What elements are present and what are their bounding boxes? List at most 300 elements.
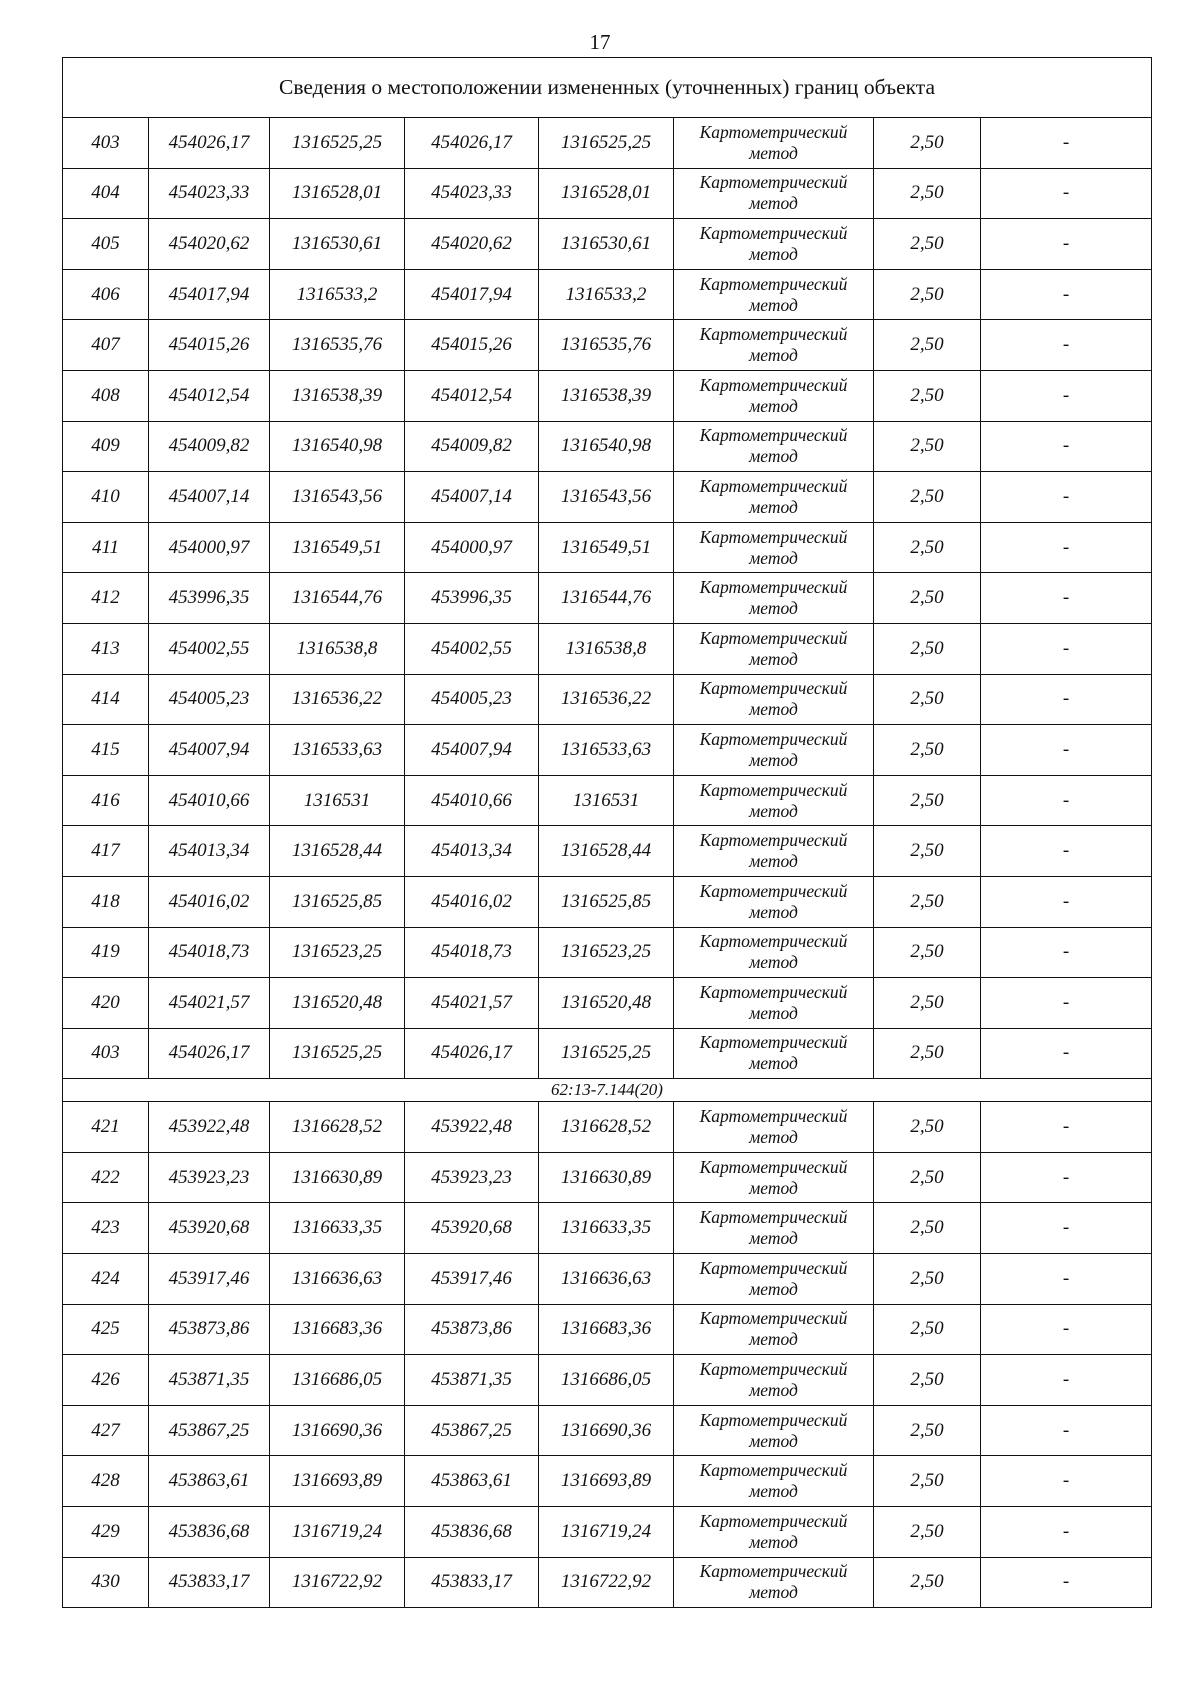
method-line-1: Картометрический	[699, 678, 848, 699]
accuracy-cell: 2,50	[874, 1557, 981, 1608]
y-existing-cell: 1316523,25	[270, 927, 405, 978]
method-line-2: метод	[749, 1228, 798, 1249]
method-line-2: метод	[749, 952, 798, 973]
method-line-1: Картометрический	[699, 1359, 848, 1380]
table-row	[63, 826, 1152, 877]
method-line-1: Картометрический	[699, 1409, 848, 1430]
method-line-1: Картометрический	[699, 172, 848, 193]
method-line-2: метод	[749, 243, 798, 264]
x-existing-cell: 454013,34	[149, 826, 270, 877]
point-number-cell: 415	[63, 725, 149, 776]
y-existing-cell: 1316531	[270, 775, 405, 826]
table-row	[63, 775, 1152, 826]
point-number-cell: 408	[63, 370, 149, 421]
x-existing-cell: 454005,23	[149, 674, 270, 725]
accuracy-cell: 2,50	[874, 1507, 981, 1558]
point-number-cell: 414	[63, 674, 149, 725]
y-existing-cell: 1316538,39	[270, 370, 405, 421]
x-existing-cell: 453996,35	[149, 573, 270, 624]
method-line-2: метод	[749, 1481, 798, 1502]
table-row	[63, 1254, 1152, 1305]
point-number-cell: 430	[63, 1557, 149, 1608]
method-line-1: Картометрический	[699, 324, 848, 345]
y-refined-cell: 1316636,63	[539, 1254, 674, 1305]
accuracy-cell: 2,50	[874, 1456, 981, 1507]
accuracy-cell: 2,50	[874, 775, 981, 826]
y-existing-cell: 1316628,52	[270, 1102, 405, 1153]
note-cell: -	[981, 927, 1152, 978]
point-number-cell: 427	[63, 1405, 149, 1456]
method-cell	[674, 1456, 874, 1507]
y-existing-cell: 1316525,25	[270, 118, 405, 169]
table-row	[63, 421, 1152, 472]
y-existing-cell: 1316528,01	[270, 168, 405, 219]
note-cell: -	[981, 219, 1152, 270]
point-number-cell: 413	[63, 623, 149, 674]
method-line-1: Картометрический	[699, 374, 848, 395]
method-cell	[674, 1254, 874, 1305]
y-refined-cell: 1316722,92	[539, 1557, 674, 1608]
method-line-2: метод	[749, 294, 798, 315]
point-number-cell: 419	[63, 927, 149, 978]
table-row	[63, 269, 1152, 320]
y-refined-cell: 1316533,63	[539, 725, 674, 776]
method-cell	[674, 118, 874, 169]
x-refined-cell: 453836,68	[405, 1507, 539, 1558]
method-line-1: Картометрический	[699, 475, 848, 496]
method-line-2: метод	[749, 1531, 798, 1552]
method-line-2: метод	[749, 1127, 798, 1148]
x-existing-cell: 454002,55	[149, 623, 270, 674]
y-existing-cell: 1316633,35	[270, 1203, 405, 1254]
x-refined-cell: 454015,26	[405, 320, 539, 371]
method-cell	[674, 1152, 874, 1203]
y-refined-cell: 1316520,48	[539, 978, 674, 1029]
method-cell	[674, 320, 874, 371]
y-existing-cell: 1316533,2	[270, 269, 405, 320]
y-refined-cell: 1316525,85	[539, 876, 674, 927]
method-line-2: метод	[749, 1002, 798, 1023]
method-line-2: метод	[749, 1430, 798, 1451]
accuracy-cell: 2,50	[874, 1102, 981, 1153]
accuracy-cell: 2,50	[874, 269, 981, 320]
method-cell	[674, 472, 874, 523]
note-cell: -	[981, 978, 1152, 1029]
table-row	[63, 725, 1152, 776]
note-cell: -	[981, 1304, 1152, 1355]
accuracy-cell: 2,50	[874, 573, 981, 624]
method-line-1: Картометрический	[699, 981, 848, 1002]
point-number-cell: 416	[63, 775, 149, 826]
x-existing-cell: 454016,02	[149, 876, 270, 927]
point-number-cell: 409	[63, 421, 149, 472]
boundary-table-container	[62, 57, 1151, 1608]
x-existing-cell: 453833,17	[149, 1557, 270, 1608]
x-existing-cell: 453871,35	[149, 1355, 270, 1406]
x-refined-cell: 454012,54	[405, 370, 539, 421]
method-line-1: Картометрический	[699, 931, 848, 952]
point-number-cell: 411	[63, 522, 149, 573]
point-number-cell: 406	[63, 269, 149, 320]
accuracy-cell: 2,50	[874, 876, 981, 927]
y-refined-cell: 1316540,98	[539, 421, 674, 472]
y-refined-cell: 1316538,8	[539, 623, 674, 674]
point-number-cell: 426	[63, 1355, 149, 1406]
y-refined-cell: 1316533,2	[539, 269, 674, 320]
x-refined-cell: 454000,97	[405, 522, 539, 573]
point-number-cell: 403	[63, 118, 149, 169]
method-line-1: Картометрический	[699, 1207, 848, 1228]
x-existing-cell: 454021,57	[149, 978, 270, 1029]
accuracy-cell: 2,50	[874, 826, 981, 877]
accuracy-cell: 2,50	[874, 472, 981, 523]
y-existing-cell: 1316530,61	[270, 219, 405, 270]
method-cell	[674, 1557, 874, 1608]
method-cell	[674, 674, 874, 725]
method-line-2: метод	[749, 496, 798, 517]
method-cell	[674, 1102, 874, 1153]
accuracy-cell: 2,50	[874, 725, 981, 776]
x-refined-cell: 453863,61	[405, 1456, 539, 1507]
method-line-2: метод	[749, 648, 798, 669]
point-number-cell: 405	[63, 219, 149, 270]
y-existing-cell: 1316536,22	[270, 674, 405, 725]
accuracy-cell: 2,50	[874, 674, 981, 725]
y-refined-cell: 1316528,44	[539, 826, 674, 877]
method-line-1: Картометрический	[699, 728, 848, 749]
table-row	[63, 1355, 1152, 1406]
x-refined-cell: 454010,66	[405, 775, 539, 826]
x-refined-cell: 454026,17	[405, 1028, 539, 1079]
method-line-1: Картометрический	[699, 627, 848, 648]
note-cell: -	[981, 775, 1152, 826]
point-number-cell: 420	[63, 978, 149, 1029]
x-existing-cell: 454015,26	[149, 320, 270, 371]
y-existing-cell: 1316528,44	[270, 826, 405, 877]
x-refined-cell: 454021,57	[405, 978, 539, 1029]
y-existing-cell: 1316525,25	[270, 1028, 405, 1079]
y-refined-cell: 1316531	[539, 775, 674, 826]
point-number-cell: 417	[63, 826, 149, 877]
y-refined-cell: 1316549,51	[539, 522, 674, 573]
method-line-1: Картометрический	[699, 1257, 848, 1278]
table-row	[63, 674, 1152, 725]
table-row	[63, 472, 1152, 523]
method-line-2: метод	[749, 699, 798, 720]
y-existing-cell: 1316533,63	[270, 725, 405, 776]
accuracy-cell: 2,50	[874, 370, 981, 421]
y-refined-cell: 1316630,89	[539, 1152, 674, 1203]
table-row	[63, 168, 1152, 219]
x-existing-cell: 454018,73	[149, 927, 270, 978]
point-number-cell: 424	[63, 1254, 149, 1305]
x-existing-cell: 454023,33	[149, 168, 270, 219]
note-cell: -	[981, 118, 1152, 169]
table-row	[63, 876, 1152, 927]
method-cell	[674, 1028, 874, 1079]
note-cell: -	[981, 168, 1152, 219]
note-cell: -	[981, 370, 1152, 421]
method-cell	[674, 623, 874, 674]
point-number-cell: 412	[63, 573, 149, 624]
y-refined-cell: 1316525,25	[539, 118, 674, 169]
table-row	[63, 573, 1152, 624]
note-cell: -	[981, 876, 1152, 927]
method-line-1: Картометрический	[699, 1308, 848, 1329]
x-existing-cell: 454007,14	[149, 472, 270, 523]
y-refined-cell: 1316530,61	[539, 219, 674, 270]
accuracy-cell: 2,50	[874, 623, 981, 674]
x-refined-cell: 453996,35	[405, 573, 539, 624]
y-existing-cell: 1316543,56	[270, 472, 405, 523]
x-refined-cell: 453920,68	[405, 1203, 539, 1254]
y-existing-cell: 1316630,89	[270, 1152, 405, 1203]
method-line-2: метод	[749, 1329, 798, 1350]
point-number-cell: 429	[63, 1507, 149, 1558]
table-row	[63, 118, 1152, 169]
y-existing-cell: 1316719,24	[270, 1507, 405, 1558]
table-row	[63, 1152, 1152, 1203]
note-cell: -	[981, 269, 1152, 320]
note-cell: -	[981, 1355, 1152, 1406]
table-row	[63, 1405, 1152, 1456]
x-existing-cell: 453923,23	[149, 1152, 270, 1203]
y-existing-cell: 1316549,51	[270, 522, 405, 573]
note-cell: -	[981, 1028, 1152, 1079]
method-cell	[674, 168, 874, 219]
y-refined-cell: 1316523,25	[539, 927, 674, 978]
x-refined-cell: 454007,94	[405, 725, 539, 776]
note-cell: -	[981, 725, 1152, 776]
method-line-1: Картометрический	[699, 779, 848, 800]
method-line-2: метод	[749, 446, 798, 467]
y-refined-cell: 1316536,22	[539, 674, 674, 725]
y-existing-cell: 1316520,48	[270, 978, 405, 1029]
method-line-2: метод	[749, 1380, 798, 1401]
x-existing-cell: 453873,86	[149, 1304, 270, 1355]
accuracy-cell: 2,50	[874, 1405, 981, 1456]
point-number-cell: 410	[63, 472, 149, 523]
x-refined-cell: 453917,46	[405, 1254, 539, 1305]
method-line-2: метод	[749, 851, 798, 872]
method-cell	[674, 725, 874, 776]
method-line-2: метод	[749, 1177, 798, 1198]
accuracy-cell: 2,50	[874, 522, 981, 573]
y-existing-cell: 1316535,76	[270, 320, 405, 371]
x-refined-cell: 454007,14	[405, 472, 539, 523]
y-refined-cell: 1316538,39	[539, 370, 674, 421]
y-existing-cell: 1316544,76	[270, 573, 405, 624]
y-existing-cell: 1316693,89	[270, 1456, 405, 1507]
method-cell	[674, 269, 874, 320]
method-cell	[674, 522, 874, 573]
note-cell: -	[981, 826, 1152, 877]
method-line-2: метод	[749, 395, 798, 416]
point-number-cell: 425	[63, 1304, 149, 1355]
x-existing-cell: 453836,68	[149, 1507, 270, 1558]
x-existing-cell: 454012,54	[149, 370, 270, 421]
method-cell	[674, 1405, 874, 1456]
accuracy-cell: 2,50	[874, 168, 981, 219]
method-line-2: метод	[749, 749, 798, 770]
y-refined-cell: 1316525,25	[539, 1028, 674, 1079]
accuracy-cell: 2,50	[874, 1304, 981, 1355]
x-existing-cell: 454007,94	[149, 725, 270, 776]
y-existing-cell: 1316683,36	[270, 1304, 405, 1355]
note-cell: -	[981, 1405, 1152, 1456]
method-cell	[674, 370, 874, 421]
table-row	[63, 1304, 1152, 1355]
page-number: 17	[589, 30, 611, 54]
method-line-1: Картометрический	[699, 121, 848, 142]
note-cell: -	[981, 421, 1152, 472]
point-number-cell: 421	[63, 1102, 149, 1153]
point-number-cell: 418	[63, 876, 149, 927]
table-row	[63, 1557, 1152, 1608]
accuracy-cell: 2,50	[874, 1355, 981, 1406]
x-existing-cell: 453922,48	[149, 1102, 270, 1153]
table-row	[63, 623, 1152, 674]
boundary-coordinates-table	[62, 57, 1152, 1608]
table-row	[63, 370, 1152, 421]
x-refined-cell: 453873,86	[405, 1304, 539, 1355]
method-line-1: Картометрический	[699, 830, 848, 851]
method-line-2: метод	[749, 193, 798, 214]
note-cell: -	[981, 1557, 1152, 1608]
method-line-1: Картометрический	[699, 1156, 848, 1177]
x-refined-cell: 454016,02	[405, 876, 539, 927]
note-cell: -	[981, 623, 1152, 674]
x-existing-cell: 454026,17	[149, 1028, 270, 1079]
x-existing-cell: 453867,25	[149, 1405, 270, 1456]
method-cell	[674, 927, 874, 978]
table-body	[63, 58, 1152, 1608]
method-cell	[674, 775, 874, 826]
note-cell: -	[981, 1152, 1152, 1203]
method-cell	[674, 876, 874, 927]
method-line-2: метод	[749, 901, 798, 922]
method-line-1: Картометрический	[699, 1510, 848, 1531]
x-existing-cell: 454020,62	[149, 219, 270, 270]
accuracy-cell: 2,50	[874, 1254, 981, 1305]
y-refined-cell: 1316690,36	[539, 1405, 674, 1456]
x-refined-cell: 453922,48	[405, 1102, 539, 1153]
y-refined-cell: 1316719,24	[539, 1507, 674, 1558]
table-row	[63, 1203, 1152, 1254]
method-cell	[674, 573, 874, 624]
x-existing-cell: 454026,17	[149, 118, 270, 169]
note-cell: -	[981, 472, 1152, 523]
y-refined-cell: 1316686,05	[539, 1355, 674, 1406]
method-line-2: метод	[749, 345, 798, 366]
x-refined-cell: 454017,94	[405, 269, 539, 320]
method-line-1: Картометрический	[699, 577, 848, 598]
method-line-2: метод	[749, 1053, 798, 1074]
x-refined-cell: 454002,55	[405, 623, 539, 674]
y-refined-cell: 1316683,36	[539, 1304, 674, 1355]
x-refined-cell: 454018,73	[405, 927, 539, 978]
y-existing-cell: 1316540,98	[270, 421, 405, 472]
note-cell: -	[981, 1507, 1152, 1558]
accuracy-cell: 2,50	[874, 1203, 981, 1254]
method-cell	[674, 826, 874, 877]
table-row	[63, 1456, 1152, 1507]
method-line-2: метод	[749, 547, 798, 568]
note-cell: -	[981, 573, 1152, 624]
method-line-2: метод	[749, 1582, 798, 1603]
x-refined-cell: 453923,23	[405, 1152, 539, 1203]
method-cell	[674, 1304, 874, 1355]
table-title-row	[63, 58, 1152, 118]
method-cell	[674, 978, 874, 1029]
method-line-2: метод	[749, 142, 798, 163]
x-refined-cell: 454020,62	[405, 219, 539, 270]
table-row	[63, 1102, 1152, 1153]
method-line-2: метод	[749, 598, 798, 619]
table-title: Сведения о местоположении измененных (уточненных) границ объекта	[63, 58, 1152, 118]
x-existing-cell: 453920,68	[149, 1203, 270, 1254]
note-cell: -	[981, 522, 1152, 573]
table-row	[63, 978, 1152, 1029]
y-existing-cell: 1316525,85	[270, 876, 405, 927]
accuracy-cell: 2,50	[874, 421, 981, 472]
method-line-1: Картометрический	[699, 526, 848, 547]
method-cell	[674, 1203, 874, 1254]
table-row	[63, 320, 1152, 371]
accuracy-cell: 2,50	[874, 219, 981, 270]
accuracy-cell: 2,50	[874, 1152, 981, 1203]
point-number-cell: 422	[63, 1152, 149, 1203]
accuracy-cell: 2,50	[874, 978, 981, 1029]
accuracy-cell: 2,50	[874, 320, 981, 371]
y-refined-cell: 1316528,01	[539, 168, 674, 219]
x-refined-cell: 454023,33	[405, 168, 539, 219]
table-row	[63, 1507, 1152, 1558]
point-number-cell: 403	[63, 1028, 149, 1079]
table-row	[63, 927, 1152, 978]
accuracy-cell: 2,50	[874, 1028, 981, 1079]
note-cell: -	[981, 1102, 1152, 1153]
x-existing-cell: 454010,66	[149, 775, 270, 826]
y-refined-cell: 1316628,52	[539, 1102, 674, 1153]
y-refined-cell: 1316535,76	[539, 320, 674, 371]
x-existing-cell: 453917,46	[149, 1254, 270, 1305]
method-line-2: метод	[749, 1278, 798, 1299]
table-row	[63, 522, 1152, 573]
x-refined-cell: 454009,82	[405, 421, 539, 472]
note-cell: -	[981, 1203, 1152, 1254]
section-label: 62:13-7.144(20)	[63, 1079, 1152, 1102]
method-cell	[674, 1507, 874, 1558]
method-line-1: Картометрический	[699, 1106, 848, 1127]
y-refined-cell: 1316633,35	[539, 1203, 674, 1254]
method-line-1: Картометрический	[699, 1561, 848, 1582]
point-number-cell: 404	[63, 168, 149, 219]
note-cell: -	[981, 320, 1152, 371]
method-line-1: Картометрический	[699, 425, 848, 446]
y-refined-cell: 1316693,89	[539, 1456, 674, 1507]
y-existing-cell: 1316636,63	[270, 1254, 405, 1305]
x-refined-cell: 454013,34	[405, 826, 539, 877]
point-number-cell: 428	[63, 1456, 149, 1507]
method-cell	[674, 219, 874, 270]
method-line-2: метод	[749, 800, 798, 821]
method-line-1: Картометрический	[699, 1032, 848, 1053]
x-existing-cell: 454017,94	[149, 269, 270, 320]
method-cell	[674, 421, 874, 472]
method-line-1: Картометрический	[699, 880, 848, 901]
method-line-1: Картометрический	[699, 222, 848, 243]
